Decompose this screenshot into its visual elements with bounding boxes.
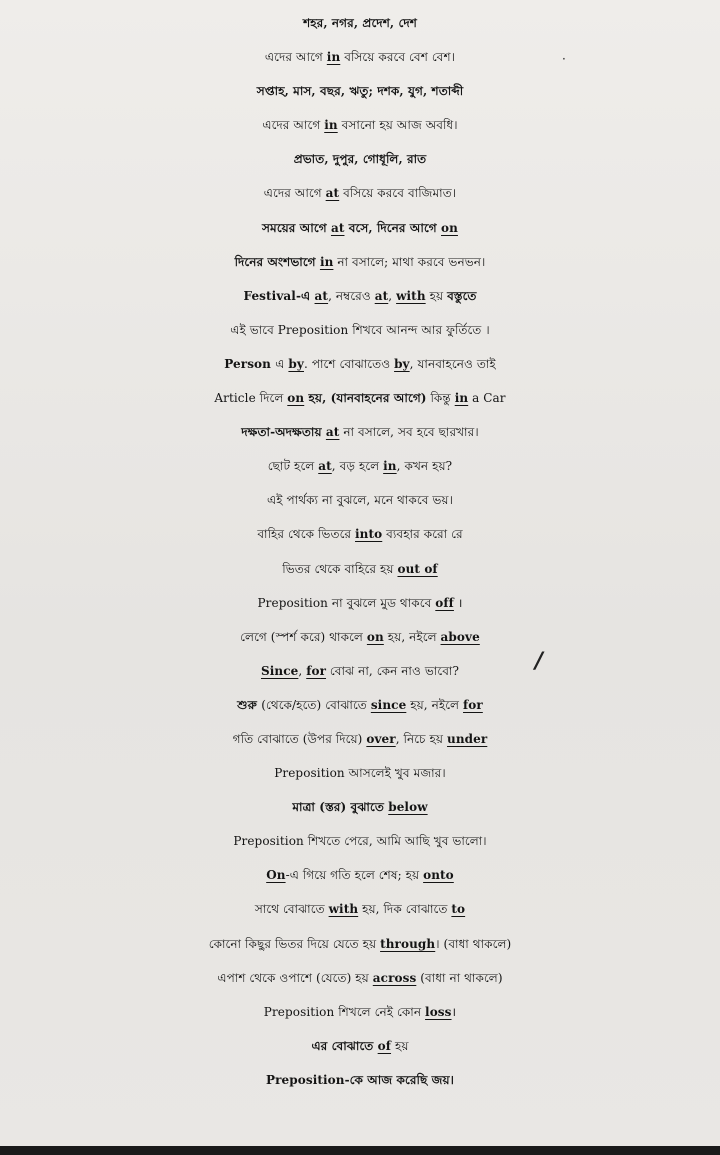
preposition-word: by <box>394 356 410 371</box>
poem-text: হয়, নইলে <box>406 697 464 712</box>
poem-text: (থেকে/হতে) বোঝাতে <box>261 697 371 712</box>
poem-text: -এ গিয়ে গতি হলে শেষ; হয় <box>285 868 424 883</box>
poem-text: বসানো হয় আজ অবধি। <box>337 118 458 133</box>
preposition-word: at <box>318 459 332 474</box>
poem-line <box>0 1029 720 1063</box>
poem-text: এই ভাবে Preposition শিখবে আনন্দ আর ফুর্তিতে । <box>230 322 490 337</box>
preposition-word: in <box>383 459 397 474</box>
poem-text: , <box>388 288 397 303</box>
poem-text: না বসালে; মাথা করবে ভনভন। <box>333 254 486 269</box>
poem-line <box>0 245 720 279</box>
poem-text: , নিচে হয় <box>395 731 448 746</box>
preposition-word: below <box>388 800 428 815</box>
preposition-word: since <box>370 697 407 712</box>
poem-text: দিনের অংশভাগে <box>234 254 320 269</box>
preposition-word: on <box>287 391 305 406</box>
poem-text: Preposition আসলেই খুব মজার। <box>274 766 446 781</box>
poem-text: কিন্তু <box>426 391 455 406</box>
poem-text: কোনো কিছুর ভিতর দিয়ে যেতে হয় <box>208 936 381 951</box>
poem-text: Preposition শিখলে নেই কোন <box>263 1004 426 1019</box>
preposition-word: loss <box>425 1004 452 1019</box>
preposition-word: at <box>374 288 389 303</box>
preposition-word: at <box>325 425 340 440</box>
poem-line <box>0 722 720 756</box>
poem-text: দক্ষতা-অদক্ষতায় <box>241 425 326 440</box>
poem-text: এই পার্থক্য না বুঝলে, মনে থাকবে ভয়। <box>266 493 453 508</box>
preposition-word: by <box>288 356 304 371</box>
preposition-word: off <box>435 595 454 610</box>
poem-text: , নম্বরেও <box>328 288 375 303</box>
preposition-word: to <box>451 902 466 917</box>
poem-text: হয় <box>391 1038 409 1053</box>
poem-text: সাথে বোঝাতে <box>254 902 329 917</box>
poem-text: । (বাধা থাকলে) <box>435 936 512 951</box>
poem-text: গতি বোঝাতে (উপর দিয়ে) <box>232 731 367 746</box>
preposition-word: of <box>377 1038 392 1053</box>
poem-text: Preposition শিখতে পেরে, আমি আছি খুব ভালো। <box>233 834 487 849</box>
poem-line <box>0 552 720 586</box>
poem-line <box>0 620 720 654</box>
poem-line <box>0 347 720 381</box>
preposition-word: onto <box>423 868 454 883</box>
preposition-word: on <box>441 220 458 235</box>
poem-line <box>0 142 720 176</box>
poem-text: বসে, দিনের আগে <box>344 220 442 235</box>
poem-line <box>0 586 720 620</box>
poem-line <box>0 756 720 790</box>
preposition-word: in <box>324 118 338 133</box>
poem-text: এদের আগে <box>262 118 325 133</box>
poem-text: শহর, নগর, প্রদেশ, দেশ <box>303 16 417 30</box>
poem-text: , যানবাহনেও তাই <box>409 356 496 371</box>
poem-line <box>0 1063 720 1097</box>
preposition-word: in <box>326 50 341 65</box>
preposition-word: on <box>366 629 384 644</box>
preposition-word: for <box>306 663 327 678</box>
poem-text: Article দিলে <box>214 391 288 406</box>
preposition-word: with <box>396 288 426 303</box>
poem-text: এর বোঝাতে <box>311 1038 378 1053</box>
poem-text: বোঝ না, কেন নাও ভাবো? <box>326 663 459 678</box>
preposition-word: for <box>463 697 483 712</box>
poem-line <box>0 517 720 551</box>
poem-line <box>0 176 720 210</box>
poem-line <box>0 790 720 824</box>
poem-text: , কখন হয়? <box>396 459 453 474</box>
poem-line <box>0 995 720 1029</box>
poem-line <box>0 483 720 517</box>
poem-text: Person <box>224 356 276 371</box>
poem-text: এদের আগে <box>264 50 327 65</box>
poem-text: হয়, নইলে <box>383 629 441 644</box>
poem-line <box>0 892 720 926</box>
poem-text: বাহির থেকে ভিতরে <box>257 527 356 542</box>
poem-text: এপাশ থেকে ওপাশে (যেতে) হয় <box>217 970 373 985</box>
poem-line <box>0 381 720 415</box>
poem-text: মাত্রা (স্তর) বুঝাতে <box>292 800 389 815</box>
poem-text: a Car <box>468 391 506 406</box>
poem-line <box>0 279 720 313</box>
poem-text: । <box>453 595 463 610</box>
poem-text: Festival-এ <box>243 288 315 303</box>
poem-line <box>0 313 720 347</box>
poem-text: শুরু <box>237 697 262 712</box>
preposition-word: On <box>266 868 286 883</box>
poem-line <box>0 40 720 74</box>
pen-stroke-mark: / <box>535 649 544 674</box>
poem-text: প্রভাত, দুপুর, গোধূলি, রাত <box>293 152 427 167</box>
poem-text: ভিতর থেকে বাহিরে হয় <box>282 561 398 576</box>
preposition-word: with <box>328 902 359 917</box>
preposition-word: above <box>440 629 480 644</box>
poem-text: হয়, দিক বোঝাতে <box>358 902 452 917</box>
preposition-word: across <box>372 970 417 985</box>
poem-line <box>0 108 720 142</box>
poem-line <box>0 858 720 892</box>
poem-line <box>0 824 720 858</box>
poem-text: Preposition-কে আজ করেছি জয়। <box>265 1072 455 1087</box>
preposition-word: under <box>447 731 488 746</box>
poem-text: ছোট হলে <box>267 459 319 474</box>
poem-line <box>0 449 720 483</box>
poem-text: এ <box>275 356 289 371</box>
poem-text: Preposition না বুঝলে মুড থাকবে <box>257 595 436 610</box>
preposition-word: in <box>454 391 469 406</box>
preposition-word: in <box>319 254 334 269</box>
poem-line <box>0 961 720 995</box>
poem-text: বস্তুতে <box>447 288 477 303</box>
poem-text: হয়, (যানবাহনের আগে) <box>304 391 427 406</box>
preposition-word: over <box>366 731 396 746</box>
preposition-word: into <box>355 527 383 542</box>
poem-text: সময়ের আগে <box>262 220 331 235</box>
ink-speck: · <box>562 52 566 66</box>
poem-text: বসিয়ে করবে বেশ বেশ। <box>340 50 456 65</box>
poem-text: সপ্তাহ, মাস, বছর, ঋতু; দশক, যুগ, শতাব্দী <box>256 84 464 99</box>
preposition-word: at <box>330 220 345 235</box>
poem-line <box>0 688 720 722</box>
preposition-word: at <box>325 186 340 201</box>
preposition-poem <box>0 6 720 1097</box>
poem-text: , বড় হলে <box>331 459 384 474</box>
poem-text: . পাশে বোঝাতেও <box>304 356 395 371</box>
poem-text: ব্যবহার করো রে <box>382 527 463 542</box>
poem-text: লেগে (স্পর্শ করে) থাকলে <box>240 629 367 644</box>
poem-text: (বাধা না থাকলে) <box>416 970 503 985</box>
poem-text: । <box>451 1004 457 1019</box>
preposition-word: out of <box>397 561 438 576</box>
poem-text: হয় <box>425 288 448 303</box>
poem-line <box>0 74 720 108</box>
preposition-word: Since <box>260 663 299 678</box>
poem-text: বসিয়ে করবে বাজিমাত। <box>339 186 457 201</box>
preposition-word: at <box>314 288 329 303</box>
poem-line <box>0 654 720 688</box>
poem-text: না বসালে, সব হবে ছারখার। <box>339 425 479 440</box>
poem-line <box>0 211 720 245</box>
preposition-word: through <box>380 936 436 951</box>
poem-text: এদের আগে <box>263 186 326 201</box>
poem-line <box>0 6 720 40</box>
poem-line <box>0 927 720 961</box>
poem-line <box>0 415 720 449</box>
bottom-edge-bar <box>0 1146 720 1155</box>
poem-text: , <box>298 663 307 678</box>
